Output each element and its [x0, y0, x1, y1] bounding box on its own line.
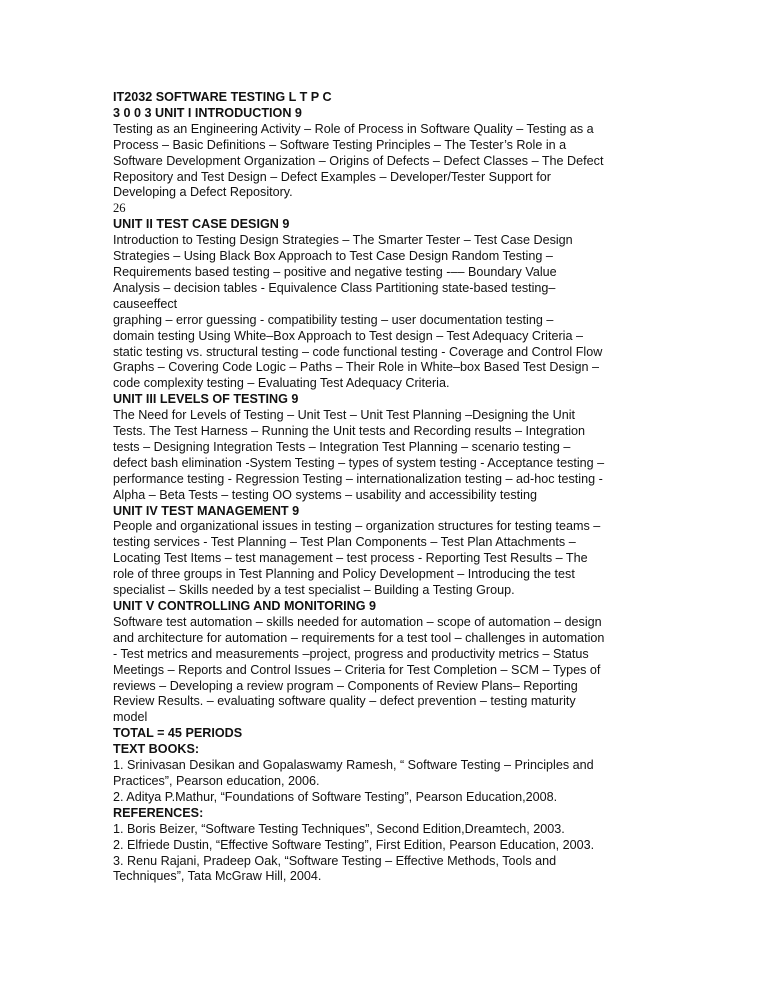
- text-line: causeeffect: [113, 296, 178, 311]
- text-line: domain testing Using White–Box Approach to Test design – Test Adequacy Criteria –: [113, 328, 583, 343]
- section-heading: UNIT II TEST CASE DESIGN 9: [113, 217, 290, 232]
- section-heading: 3 0 0 3 UNIT I INTRODUCTION 9: [113, 105, 302, 120]
- text-line: testing services - Test Planning – Test Plan Components – Test Plan Attachments –: [113, 535, 576, 550]
- text-line: specialist – Skills needed by a test specialist – Building a Testing Group.: [113, 583, 515, 598]
- text-line: 1. Boris Beizer, “Software Testing Techniques”, Second Edition,Dreamtech, 2003.: [113, 821, 565, 836]
- text-line: Developing a Defect Repository.: [113, 185, 293, 200]
- text-line: - Test metrics and measurements –project, progress and productivity metrics – Status: [113, 646, 589, 661]
- text-line: Requirements based testing – positive and negative testing -–– Boundary Value: [113, 264, 557, 279]
- section-heading: REFERENCES:: [113, 805, 204, 820]
- section-heading: TEXT BOOKS:: [113, 742, 200, 757]
- text-line: Introduction to Testing Design Strategies – The Smarter Tester – Test Case Design: [113, 233, 573, 248]
- text-line: Locating Test Items – test management – test process - Reporting Test Results – The: [113, 551, 588, 566]
- syllabus-text: [113, 90, 658, 885]
- text-line: Repository and Test Design – Defect Examples – Developer/Tester Support for: [113, 169, 551, 184]
- text-line: Strategies – Using Black Box Approach to Test Case Design Random Testing –: [113, 249, 553, 264]
- text-line: defect bash elimination -System Testing – types of system testing - Acceptance testing –: [113, 455, 605, 470]
- text-line: static testing vs. structural testing – code functional testing - Coverage and Control Flow: [113, 344, 603, 359]
- text-line: 3. Renu Rajani, Pradeep Oak, “Software Testing – Effective Methods, Tools and: [113, 853, 557, 868]
- section-heading: UNIT III LEVELS OF TESTING 9: [113, 392, 299, 407]
- text-line: performance testing - Regression Testing – internationalization testing – ad-hoc testing -: [113, 471, 603, 486]
- text-line: model: [113, 710, 148, 725]
- page-number: 26: [113, 201, 126, 216]
- text-line: Meetings – Reports and Control Issues – Criteria for Test Completion – SCM – Types of: [113, 662, 601, 677]
- text-line: Practices”, Pearson education, 2006.: [113, 773, 320, 788]
- text-line: role of three groups in Test Planning and Policy Development – Introducing the test: [113, 567, 575, 582]
- text-line: 2. Aditya P.Mathur, “Foundations of Software Testing”, Pearson Education,2008.: [113, 789, 558, 804]
- text-line: Graphs – Covering Code Logic – Paths – Their Role in White–box Based Test Design –: [113, 360, 600, 375]
- text-line: Techniques”, Tata McGraw Hill, 2004.: [113, 869, 322, 884]
- text-line: and architecture for automation – requirements for a test tool – challenges in automation: [113, 630, 605, 645]
- section-heading: TOTAL = 45 PERIODS: [113, 726, 243, 741]
- text-line: Alpha – Beta Tests – testing OO systems – usability and accessibility testing: [113, 487, 537, 502]
- section-heading: UNIT IV TEST MANAGEMENT 9: [113, 503, 300, 518]
- text-line: code complexity testing – Evaluating Test Adequacy Criteria.: [113, 376, 450, 391]
- text-line: People and organizational issues in testing – organization structures for testing teams –: [113, 519, 601, 534]
- text-line: Software Development Organization – Origins of Defects – Defect Classes – The Defect: [113, 153, 604, 168]
- text-line: 1. Srinivasan Desikan and Gopalaswamy Ramesh, “ Software Testing – Principles and: [113, 758, 594, 773]
- text-line: tests – Designing Integration Tests – Integration Test Planning – scenario testing –: [113, 439, 571, 454]
- text-line: Tests. The Test Harness – Running the Unit tests and Recording results – Integration: [113, 424, 586, 439]
- text-line: Review Results. – evaluating software quality – defect prevention – testing maturity: [113, 694, 576, 709]
- text-line: reviews – Developing a review program – Components of Review Plans– Reporting: [113, 678, 578, 693]
- section-heading: IT2032 SOFTWARE TESTING L T P C: [113, 90, 332, 104]
- text-line: Process – Basic Definitions – Software Testing Principles – The Tester’s Role in a: [113, 137, 567, 152]
- text-line: Software test automation – skills needed for automation – scope of automation – design: [113, 614, 602, 629]
- text-line: Testing as an Engineering Activity – Role of Process in Software Quality – Testing as a: [113, 121, 594, 136]
- section-heading: UNIT V CONTROLLING AND MONITORING 9: [113, 599, 377, 613]
- text-line: 2. Elfriede Dustin, “Effective Software Testing”, First Edition, Pearson Education, 2003.: [113, 837, 595, 852]
- text-line: The Need for Levels of Testing – Unit Test – Unit Test Planning –Designing the Unit: [113, 408, 576, 423]
- text-line: graphing – error guessing - compatibility testing – user documentation testing –: [113, 312, 554, 327]
- text-line: Analysis – decision tables - Equivalence Class Partitioning state-based testing–: [113, 280, 556, 295]
